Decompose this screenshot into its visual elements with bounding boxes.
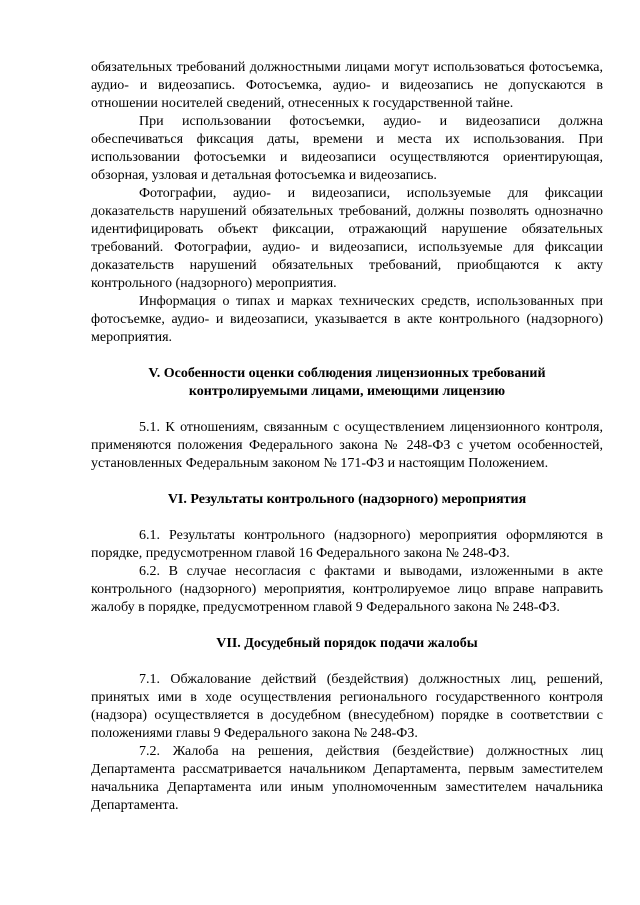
- paragraph-5-1: 5.1. К отношениям, связанным с осуществлением лицензионного контроля, применяются положения Федерального закона № 248-ФЗ с учетом особенностей, установленных Федеральным законом № 171-ФЗ и настоящим Положением.: [91, 420, 603, 471]
- paragraph-photo-fixation: При использовании фотосъемки, аудио- и видеозаписи должна обеспечиваться фиксация даты, времени и места их использования. При использовании фотосъемки и видеозаписи осуществляются ориентирующая, обзорная, узловая и детальная фотосъемка и видеозапись.: [91, 114, 603, 183]
- paragraph-photo-restrictions: обязательных требований должностными лицами могут использоваться фотосъемка, аудио- и видеозапись. Фотосъемка, аудио- и видеозапись не допускаются в отношении носителей сведений, отнесенных к государственной тайне.: [91, 60, 603, 111]
- paragraph-7-2: 7.2. Жалоба на решения, действия (бездействие) должностных лиц Департамента рассматривается начальником Департамента, первым заместителем начальника Департамента или иным уполномоченным заместителем начальника Департамента.: [91, 744, 603, 813]
- section-5-heading-line-1: V. Особенности оценки соблюдения лицензионных требований: [148, 366, 546, 381]
- document-content: [91, 59, 603, 815]
- paragraph-6-2: 6.2. В случае несогласия с фактами и выводами, изложенными в акте контрольного (надзорного) мероприятия, контролируемое лицо вправе направить жалобу в порядке, предусмотренном главой 9 Федерального закона № 248-ФЗ.: [91, 564, 603, 615]
- section-5-heading: [91, 365, 603, 401]
- paragraph-7-1: 7.1. Обжалование действий (бездействия) должностных лиц, решений, принятых ими в ходе осуществления регионального государственного контроля (надзора) осуществляется в досудебном (внесудебном) порядке в соответствии с положениями главы 9 Федерального закона № 248-ФЗ.: [91, 672, 603, 741]
- paragraph-technical-means: Информация о типах и марках технических средств, использованных при фотосъемке, аудио- и видеозаписи, указывается в акте контрольного (надзорного) мероприятия.: [91, 294, 603, 345]
- section-6-heading: VI. Результаты контрольного (надзорного) мероприятия: [167, 492, 527, 507]
- section-7-heading: VII. Досудебный порядок подачи жалобы: [216, 636, 478, 651]
- paragraph-6-1: 6.1. Результаты контрольного (надзорного) мероприятия оформляются в порядке, предусмотренном главой 16 Федерального закона № 248-ФЗ.: [91, 528, 603, 561]
- section-5-heading-line-2: контролируемыми лицами, имеющими лицензию: [188, 384, 506, 399]
- paragraph-photo-evidence: Фотографии, аудио- и видеозаписи, используемые для фиксации доказательств нарушений обязательных требований, должны позволять однозначно идентифицировать объект фиксации, отражающий нарушение обязательных требований. Фотографии, аудио- и видеозаписи, используемые для фиксации доказательств нарушений обязательных требований, приобщаются к акту контрольного (надзорного) мероприятия.: [91, 186, 603, 291]
